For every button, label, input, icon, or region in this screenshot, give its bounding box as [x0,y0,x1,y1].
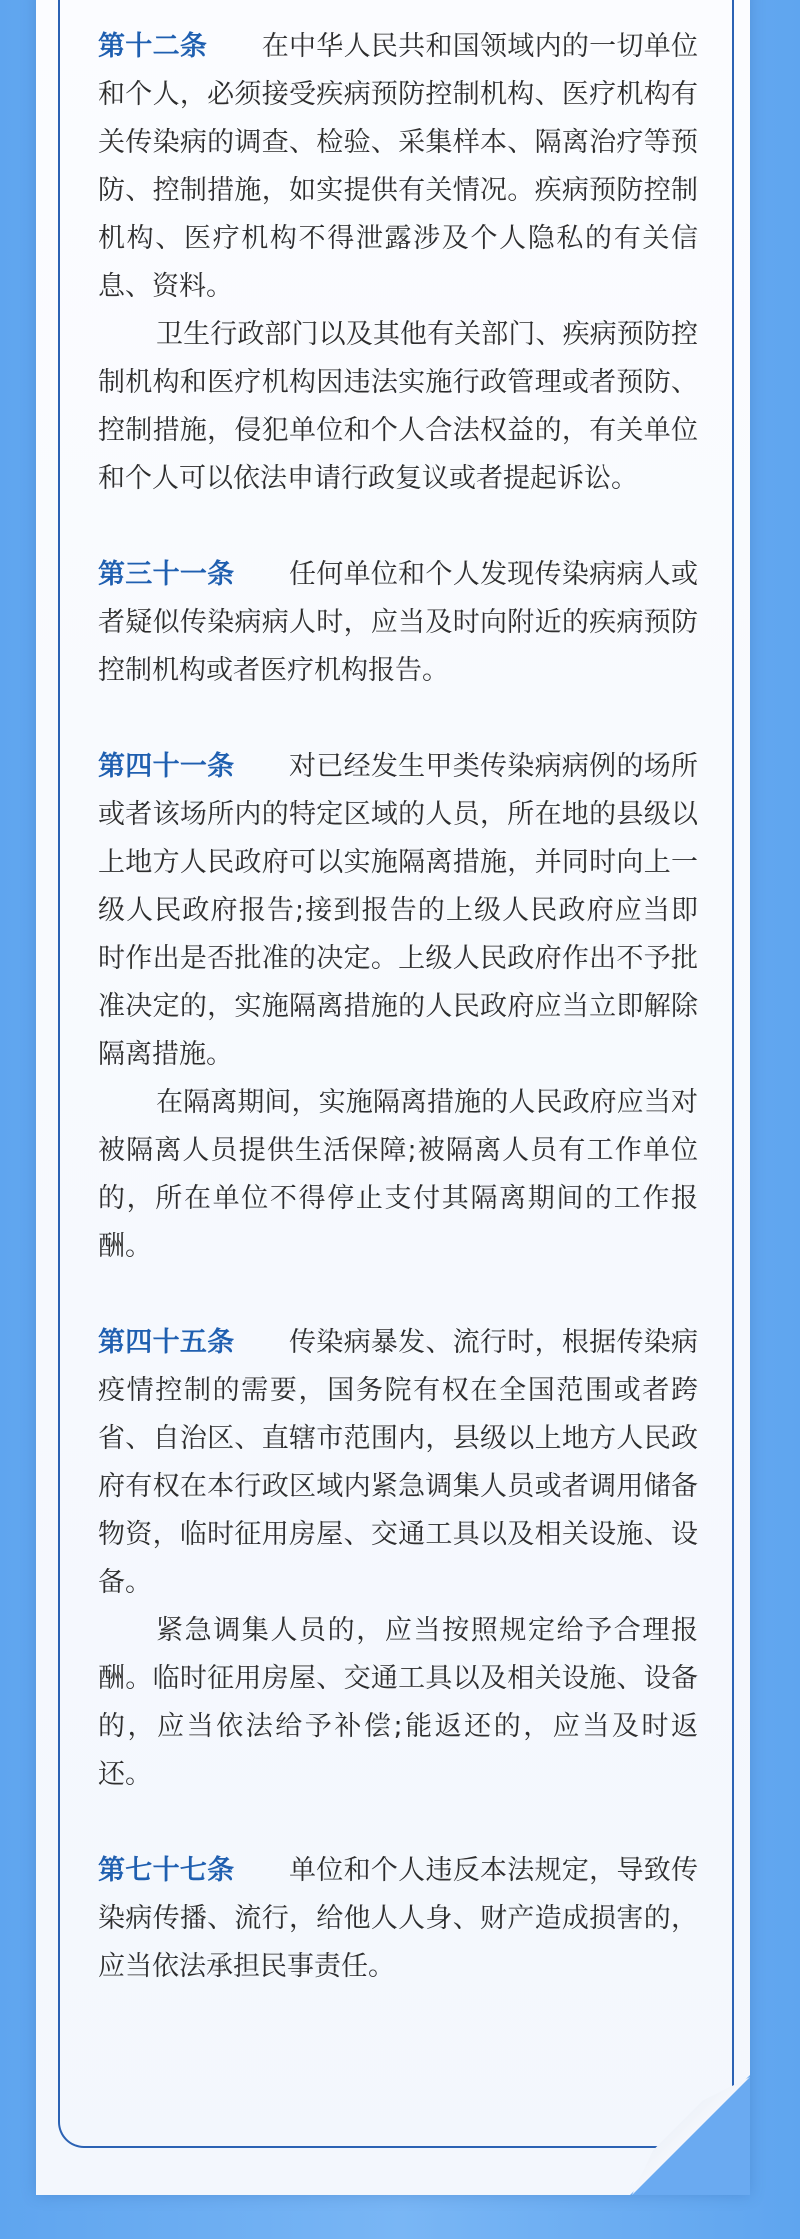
article-paragraph [98,1319,698,1607]
article-text: 卫生行政部门以及其他有关部门、疾病预防控制机构和医疗机构因违法实施行政管理或者预防、控制措施，侵犯单位和个人合法权益的，有关单位和个人可以依法申请行政复议或者提起诉讼。 [98,319,698,494]
article-paragraph [98,1607,698,1799]
article-heading: 第四十五条 [98,1327,235,1358]
article-paragraph [98,1847,698,1991]
article-31 [98,551,698,695]
spacer [98,503,698,551]
article-paragraph [98,551,698,695]
article-77 [98,1847,698,1991]
article-heading: 第三十一条 [98,559,235,590]
article-text: 在隔离期间，实施隔离措施的人民政府应当对被隔离人员提供生活保障;被隔离人员有工作单位的，所在单位不得停止支付其隔离期间的工作报酬。 [98,1087,698,1262]
article-paragraph [98,743,698,1079]
article-paragraph [98,311,698,503]
spacer [98,1799,698,1847]
article-text: 紧急调集人员的，应当按照规定给予合理报酬。临时征用房屋、交通工具以及相关设施、设备的，应当依法给予补偿;能返还的，应当及时返还。 [98,1615,698,1790]
article-45 [98,1319,698,1799]
article-12 [98,23,698,503]
article-text: 对已经发生甲类传染病病例的场所或者该场所内的特定区域的人员，所在地的县级以上地方人民政府可以实施隔离措施，并同时向上一级人民政府报告;接到报告的上级人民政府应当即时作出是否批准的决定。上级人民政府作出不予批准决定的，实施隔离措施的人民政府应当立即解除隔离措施。 [98,751,699,1070]
article-paragraph [98,23,698,311]
law-articles [98,0,698,1991]
article-text: 任何单位和个人发现传染病病人或者疑似传染病病人时，应当及时向附近的疾病预防控制机构或者医疗机构报告。 [98,559,699,686]
article-41 [98,743,698,1271]
article-heading: 第四十一条 [98,751,235,782]
article-text: 单位和个人违反本法规定，导致传染病传播、流行，给他人人身、财产造成损害的，应当依法承担民事责任。 [98,1855,699,1982]
article-text: 在中华人民共和国领域内的一切单位和个人，必须接受疾病预防控制机构、医疗机构有关传染病的调查、检验、采集样本、隔离治疗等预防、控制措施，如实提供有关情况。疾病预防控制机构、医疗机构不得泄露涉及个人隐私的有关信息、资料。 [98,31,699,302]
article-heading: 第七十七条 [98,1855,235,1886]
spacer [98,695,698,743]
article-heading: 第十二条 [98,31,208,62]
spacer [98,1271,698,1319]
article-text: 传染病暴发、流行时，根据传染病疫情控制的需要，国务院有权在全国范围或者跨省、自治区、直辖市范围内，县级以上地方人民政府有权在本行政区域内紧急调集人员或者调用储备物资，临时征用房屋、交通工具以及相关设施、设备。 [98,1327,699,1598]
article-paragraph [98,1079,698,1271]
